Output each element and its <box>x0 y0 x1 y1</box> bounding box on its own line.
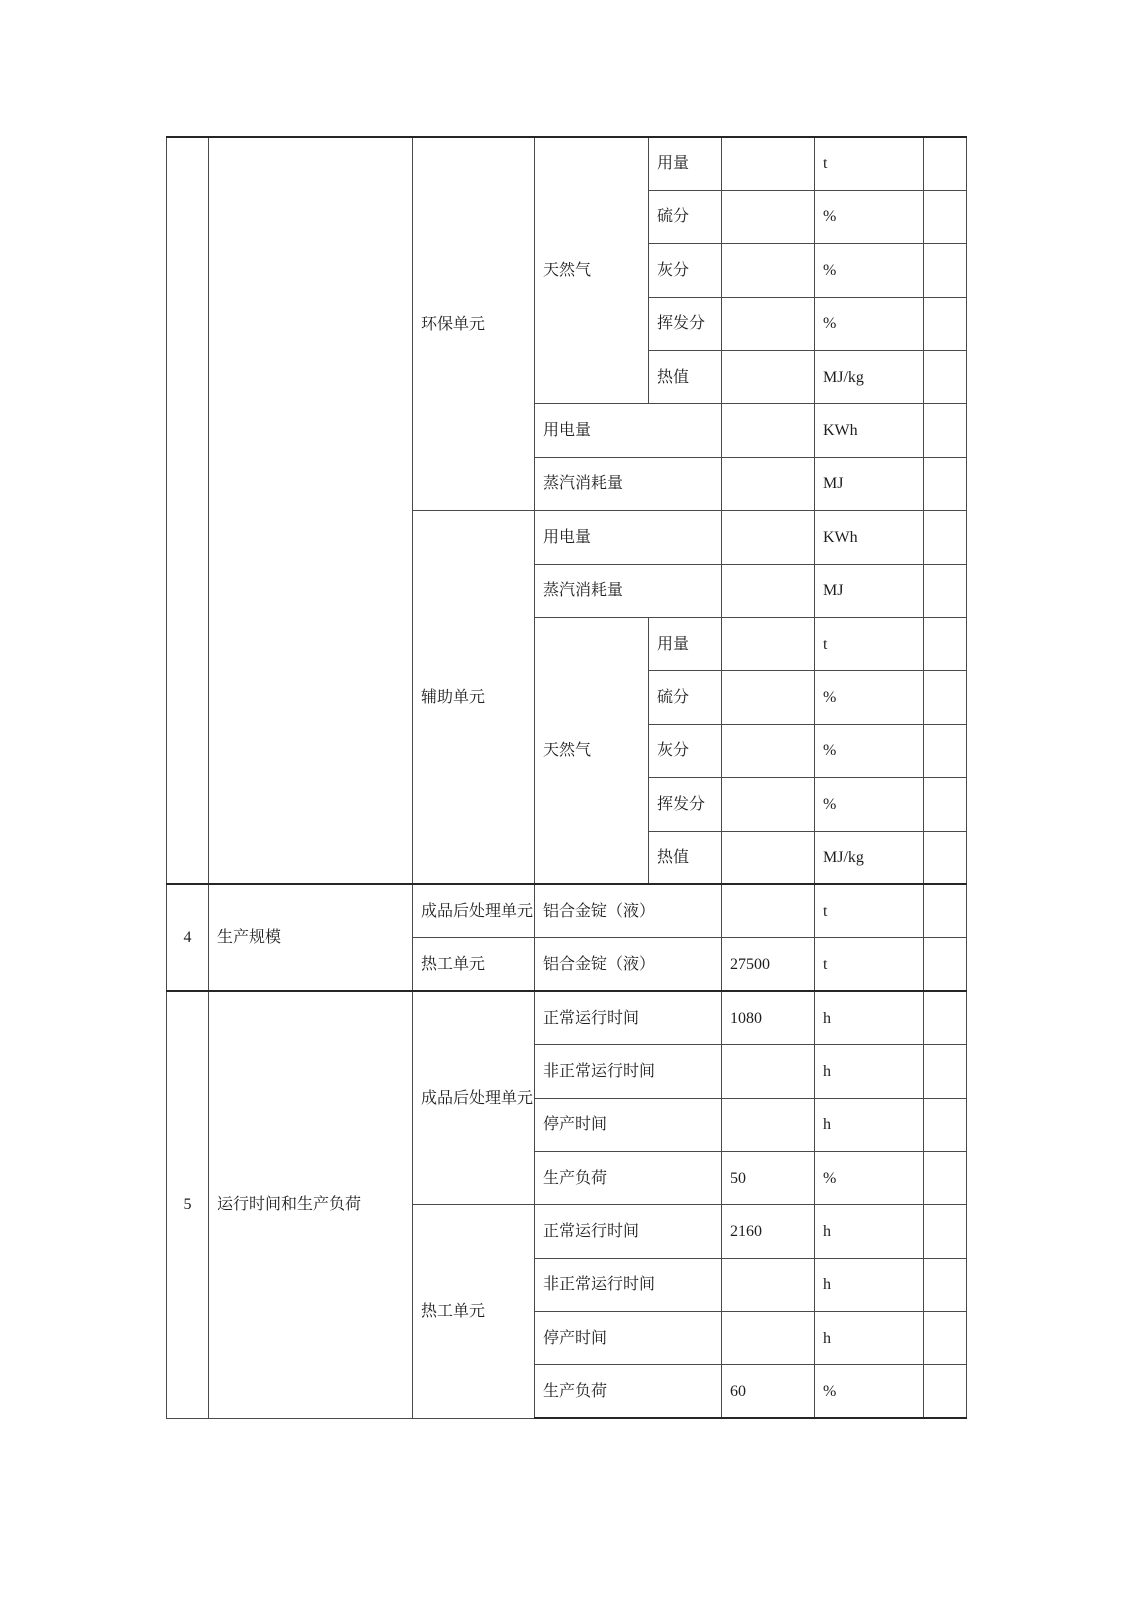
uom-cell: % <box>815 190 924 243</box>
item-cell: 硫分 <box>649 671 722 724</box>
uom-cell: % <box>815 1151 924 1204</box>
item-cell: 用电量 <box>535 404 722 457</box>
remark-cell <box>924 938 967 991</box>
table-row <box>167 991 967 1044</box>
value-cell <box>722 1312 815 1365</box>
remark-cell <box>924 1151 967 1204</box>
value-cell: 60 <box>722 1365 815 1418</box>
uom-cell: t <box>815 938 924 991</box>
remark-cell <box>924 297 967 350</box>
item-cell: 非正常运行时间 <box>535 1258 722 1311</box>
item-cell: 热值 <box>649 831 722 884</box>
value-cell <box>722 778 815 831</box>
uom-cell: % <box>815 778 924 831</box>
uom-cell: t <box>815 884 924 937</box>
unit-cell-thermal: 热工单元 <box>413 938 535 991</box>
item-cell: 生产负荷 <box>535 1151 722 1204</box>
index-cell: 5 <box>167 991 209 1418</box>
item-cell: 灰分 <box>649 724 722 777</box>
remark-cell <box>924 831 967 884</box>
category-cell <box>209 137 413 884</box>
value-cell <box>722 244 815 297</box>
item-cell: 蒸汽消耗量 <box>535 564 722 617</box>
item-cell: 用电量 <box>535 511 722 564</box>
uom-cell: KWh <box>815 404 924 457</box>
uom-cell: t <box>815 618 924 671</box>
uom-cell: MJ <box>815 457 924 510</box>
value-cell <box>722 724 815 777</box>
category-cell: 生产规模 <box>209 884 413 991</box>
item-cell: 非正常运行时间 <box>535 1045 722 1098</box>
item-cell: 铝合金锭（液） <box>535 938 722 991</box>
value-cell <box>722 618 815 671</box>
uom-cell: MJ <box>815 564 924 617</box>
item-cell: 用量 <box>649 137 722 190</box>
unit-cell-aux: 辅助单元 <box>413 511 535 885</box>
category-cell: 运行时间和生产负荷 <box>209 991 413 1418</box>
uom-cell: % <box>815 244 924 297</box>
remark-cell <box>924 457 967 510</box>
uom-cell: h <box>815 1098 924 1151</box>
remark-cell <box>924 1045 967 1098</box>
remark-cell <box>924 137 967 190</box>
uom-cell: % <box>815 1365 924 1418</box>
remark-cell <box>924 724 967 777</box>
value-cell <box>722 1098 815 1151</box>
value-cell <box>722 190 815 243</box>
remark-cell <box>924 618 967 671</box>
value-cell <box>722 1045 815 1098</box>
remark-cell <box>924 244 967 297</box>
unit-cell-post: 成品后处理单元 <box>413 884 535 937</box>
uom-cell: % <box>815 297 924 350</box>
value-cell: 2160 <box>722 1205 815 1258</box>
item-cell: 蒸汽消耗量 <box>535 457 722 510</box>
value-cell <box>722 564 815 617</box>
value-cell <box>722 671 815 724</box>
remark-cell <box>924 1258 967 1311</box>
data-table <box>166 136 967 1419</box>
remark-cell <box>924 404 967 457</box>
value-cell <box>722 351 815 404</box>
table-row <box>167 884 967 937</box>
value-cell: 27500 <box>722 938 815 991</box>
uom-cell: KWh <box>815 511 924 564</box>
value-cell: 50 <box>722 1151 815 1204</box>
uom-cell: h <box>815 991 924 1044</box>
item-cell: 铝合金锭（液） <box>535 884 722 937</box>
value-cell <box>722 511 815 564</box>
remark-cell <box>924 190 967 243</box>
remark-cell <box>924 778 967 831</box>
index-cell: 4 <box>167 884 209 991</box>
value-cell <box>722 831 815 884</box>
uom-cell: % <box>815 724 924 777</box>
value-cell <box>722 297 815 350</box>
uom-cell: h <box>815 1258 924 1311</box>
uom-cell: h <box>815 1312 924 1365</box>
item-cell: 挥发分 <box>649 297 722 350</box>
uom-cell: t <box>815 137 924 190</box>
unit-cell-thermal: 热工单元 <box>413 1205 535 1419</box>
table-row <box>167 137 967 190</box>
value-cell <box>722 1258 815 1311</box>
remark-cell <box>924 351 967 404</box>
remark-cell <box>924 564 967 617</box>
remark-cell <box>924 511 967 564</box>
item-cell: 热值 <box>649 351 722 404</box>
remark-cell <box>924 884 967 937</box>
remark-cell <box>924 1365 967 1418</box>
uom-cell: h <box>815 1045 924 1098</box>
remark-cell <box>924 1312 967 1365</box>
value-cell: 1080 <box>722 991 815 1044</box>
fuel-cell: 天然气 <box>535 137 649 404</box>
value-cell <box>722 404 815 457</box>
value-cell <box>722 137 815 190</box>
uom-cell: MJ/kg <box>815 351 924 404</box>
item-cell: 停产时间 <box>535 1098 722 1151</box>
remark-cell <box>924 991 967 1044</box>
unit-cell-post: 成品后处理单元 <box>413 991 535 1205</box>
remark-cell <box>924 671 967 724</box>
uom-cell: % <box>815 671 924 724</box>
remark-cell <box>924 1098 967 1151</box>
uom-cell: MJ/kg <box>815 831 924 884</box>
item-cell: 灰分 <box>649 244 722 297</box>
item-cell: 挥发分 <box>649 778 722 831</box>
index-cell <box>167 137 209 884</box>
item-cell: 硫分 <box>649 190 722 243</box>
value-cell <box>722 884 815 937</box>
item-cell: 正常运行时间 <box>535 991 722 1044</box>
item-cell: 停产时间 <box>535 1312 722 1365</box>
unit-cell-env: 环保单元 <box>413 137 535 511</box>
item-cell: 正常运行时间 <box>535 1205 722 1258</box>
remark-cell <box>924 1205 967 1258</box>
value-cell <box>722 457 815 510</box>
item-cell: 用量 <box>649 618 722 671</box>
fuel-cell: 天然气 <box>535 618 649 885</box>
item-cell: 生产负荷 <box>535 1365 722 1418</box>
uom-cell: h <box>815 1205 924 1258</box>
